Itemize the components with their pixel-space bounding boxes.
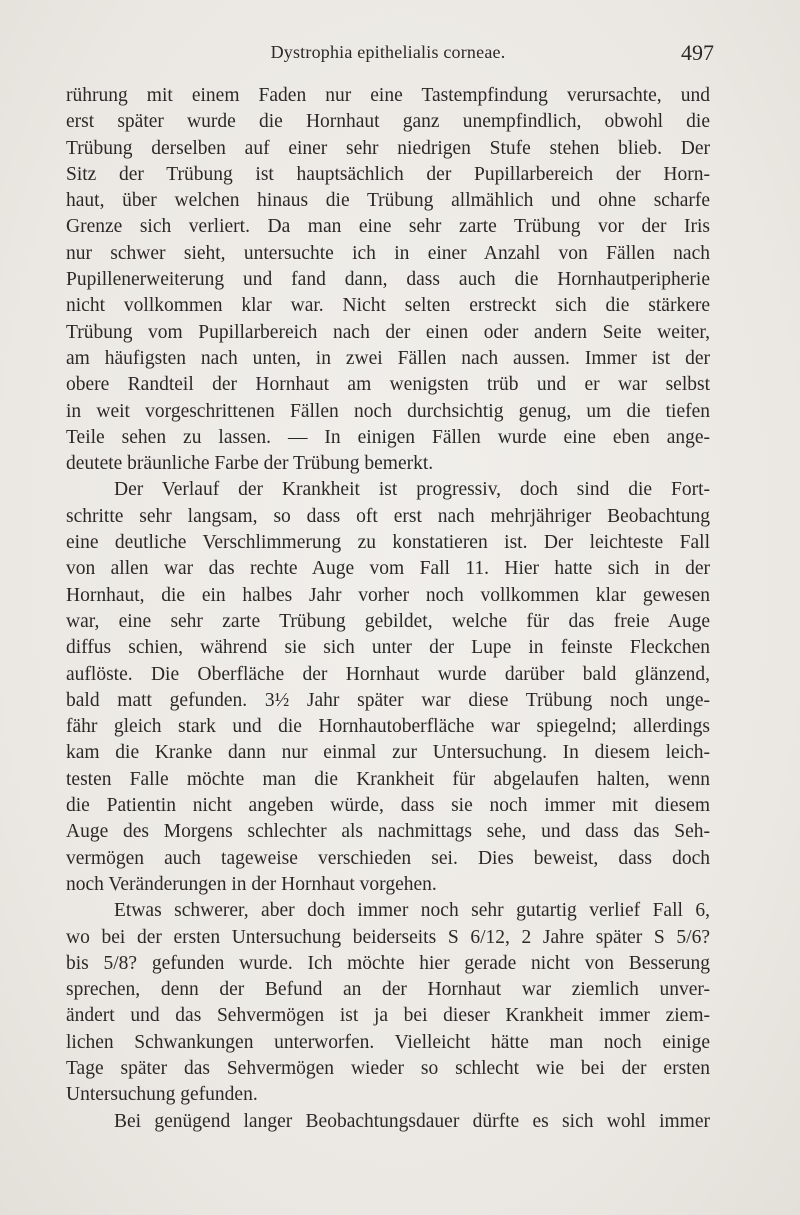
body-text bbox=[66, 83, 710, 1135]
text-line: auflöste. Die Oberfläche der Hornhaut wurde darüber bald glänzend, bbox=[66, 663, 710, 685]
text-line: Tage später das Sehvermögen wieder so schlecht wie bei der ersten bbox=[66, 1057, 710, 1079]
text-line: in weit vorgeschrittenen Fällen noch durchsichtig genug, um die tiefen bbox=[66, 400, 710, 422]
text-line: Auge des Morgens schlechter als nachmittags sehe, und dass das Seh- bbox=[66, 821, 710, 843]
text-line: kam die Kranke dann nur einmal zur Untersuchung. In diesem leich- bbox=[66, 742, 710, 764]
text-line: Trübung vom Pupillarbereich nach der einen oder andern Seite weiter, bbox=[66, 321, 710, 343]
text-line: eine deutliche Verschlimmerung zu konstatieren ist. Der leichteste Fall bbox=[66, 532, 710, 554]
paragraph-start-line: Etwas schwerer, aber doch immer noch sehr gutartig verlief Fall 6, bbox=[114, 900, 710, 922]
paragraph-start-line: Der Verlauf der Krankheit ist progressiv, doch sind die Fort- bbox=[114, 479, 710, 501]
page-header bbox=[66, 40, 714, 72]
text-line: testen Falle möchte man die Krankheit für abgelaufen halten, wenn bbox=[66, 768, 710, 790]
text-line: war, eine sehr zarte Trübung gebildet, welche für das freie Auge bbox=[66, 610, 710, 632]
text-line: Trübung derselben auf einer sehr niedrigen Stufe stehen blieb. Der bbox=[66, 137, 710, 159]
text-line: wo bei der ersten Untersuchung beiderseits S 6/12, 2 Jahre später S 5/6? bbox=[66, 926, 710, 948]
page-number: 497 bbox=[681, 40, 714, 65]
text-line: Grenze sich verliert. Da man eine sehr zarte Trübung vor der Iris bbox=[66, 216, 710, 238]
text-line: diffus schien, während sie sich unter der Lupe in feinste Fleckchen bbox=[66, 637, 710, 659]
text-line: die Patientin nicht angeben würde, dass sie noch immer mit diesem bbox=[66, 795, 710, 817]
text-line: Hornhaut, die ein halbes Jahr vorher noch vollkommen klar gewesen bbox=[66, 584, 710, 606]
text-line: haut, über welchen hinaus die Trübung allmählich und ohne scharfe bbox=[66, 190, 710, 212]
text-line: ändert und das Sehvermögen ist ja bei dieser Krankheit immer ziem- bbox=[66, 1005, 710, 1027]
text-line: von allen war das rechte Auge vom Fall 11. Hier hatte sich in der bbox=[66, 558, 710, 580]
text-line: Pupillenerweiterung und fand dann, dass auch die Hornhautperipherie bbox=[66, 269, 710, 291]
paragraph-end-line: Untersuchung gefunden. bbox=[66, 1084, 258, 1106]
text-line: nur schwer sieht, untersuchte ich in einer Anzahl von Fällen nach bbox=[66, 242, 710, 264]
text-line: Teile sehen zu lassen. — In einigen Fällen wurde eine eben ange- bbox=[66, 426, 710, 448]
text-line: sprechen, denn der Befund an der Hornhaut war ziemlich unver- bbox=[66, 979, 710, 1001]
paragraph-end-line: noch Veränderungen in der Hornhaut vorgehen. bbox=[66, 873, 437, 895]
text-line: erst später wurde die Hornhaut ganz unempfindlich, obwohl die bbox=[66, 111, 710, 133]
running-title: Dystrophia epithelialis corneae. bbox=[270, 42, 506, 62]
text-line: vermögen auch tageweise verschieden sei. Dies beweist, dass doch bbox=[66, 847, 710, 869]
text-line: fähr gleich stark und die Hornhautoberfläche war spiegelnd; allerdings bbox=[66, 716, 710, 738]
text-line: schritte sehr langsam, so dass oft erst nach mehrjähriger Beobachtung bbox=[66, 505, 710, 527]
text-line: am häufigsten nach unten, in zwei Fällen nach aussen. Immer ist der bbox=[66, 347, 710, 369]
text-line: lichen Schwankungen unterworfen. Vielleicht hätte man noch einige bbox=[66, 1031, 710, 1053]
paragraph-end-line: deutete bräunliche Farbe der Trübung bemerkt. bbox=[66, 453, 434, 475]
text-line: rührung mit einem Faden nur eine Tastempfindung verursachte, und bbox=[66, 85, 710, 106]
text-line: bis 5/8? gefunden wurde. Ich möchte hier gerade nicht von Besserung bbox=[66, 952, 710, 974]
text-line: obere Randteil der Hornhaut am wenigsten trüb und er war selbst bbox=[66, 374, 710, 396]
text-line: Sitz der Trübung ist hauptsächlich der Pupillarbereich der Horn- bbox=[66, 163, 710, 185]
paragraph-start-line: Bei genügend langer Beobachtungsdauer dürfte es sich wohl immer bbox=[114, 1110, 710, 1132]
text-line: nicht vollkommen klar war. Nicht selten erstreckt sich die stärkere bbox=[66, 295, 710, 317]
text-line: bald matt gefunden. 3½ Jahr später war diese Trübung noch unge- bbox=[66, 689, 710, 711]
